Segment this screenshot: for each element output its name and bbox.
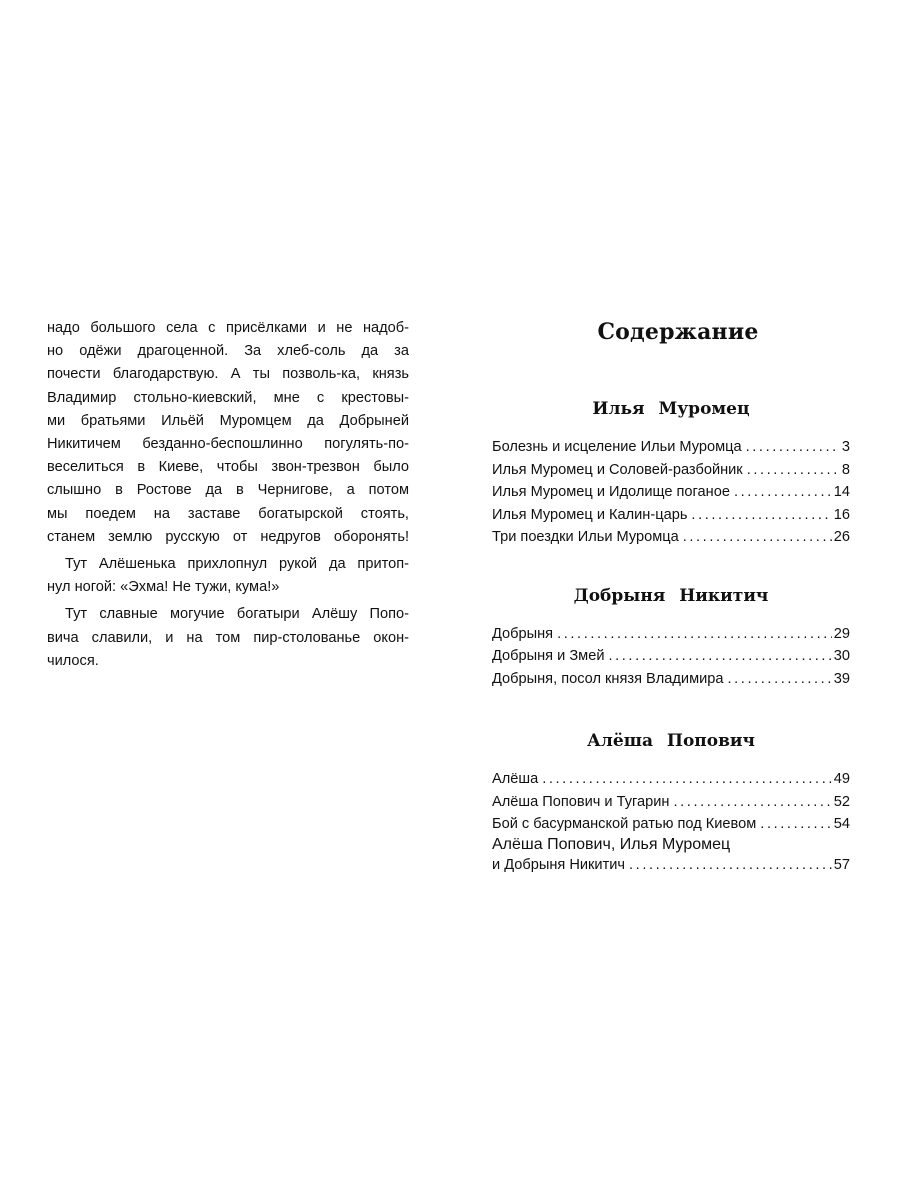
text-line: веселиться в Киеве, чтобы звон-трезвон было bbox=[47, 459, 409, 476]
dot-leader bbox=[673, 791, 831, 814]
paragraph-2 bbox=[47, 553, 409, 599]
toc-entry[interactable] bbox=[492, 504, 850, 527]
toc-entry-title: Илья Муромец и Калин-царь bbox=[492, 506, 688, 523]
text-line: Никитичем безданно-беспошлинно погулять-по- bbox=[47, 436, 409, 453]
toc-entry-title: Бой с басурманской ратью под Киевом bbox=[492, 816, 757, 832]
toc-entry[interactable] bbox=[492, 813, 850, 836]
toc-entry-page: 54 bbox=[833, 816, 850, 832]
text-line: надо большого села с присёлками и не надоб- bbox=[47, 320, 409, 336]
section-heading: Илья Муромец bbox=[592, 399, 750, 419]
toc-entry-title: Илья Муромец и Идолище поганое bbox=[492, 484, 730, 500]
toc-title: Содержание bbox=[597, 319, 759, 345]
toc-entry-title: Илья Муромец и Соловей-разбойник bbox=[492, 461, 743, 478]
section-heading: Алёша Попович bbox=[587, 731, 755, 751]
dot-leader bbox=[691, 504, 831, 527]
dot-leader bbox=[629, 854, 832, 877]
toc-entry-page: 3 bbox=[841, 439, 850, 455]
paragraph-1 bbox=[47, 317, 409, 549]
dot-leader bbox=[542, 768, 832, 791]
text-line: ми братьями Ильёй Муромцем да Добрыней bbox=[47, 412, 409, 429]
text-line: Владимир стольно-киевский, мне с крестовы- bbox=[47, 389, 409, 406]
toc-entry[interactable] bbox=[492, 768, 850, 791]
toc-entry[interactable] bbox=[492, 436, 850, 459]
text-line: чилося. bbox=[47, 652, 99, 669]
toc-entry-page: 52 bbox=[833, 793, 850, 810]
toc-section-dobrynya-nikitich bbox=[492, 583, 850, 691]
dot-leader bbox=[608, 645, 831, 668]
toc-list bbox=[492, 623, 850, 691]
dot-leader bbox=[760, 813, 831, 836]
text-line: нул ногой: «Эхма! Не тужи, кума!» bbox=[47, 579, 280, 596]
toc-entry-title: Алёша bbox=[492, 771, 539, 787]
dot-leader bbox=[746, 436, 840, 459]
dot-leader bbox=[557, 623, 832, 646]
paragraph-3 bbox=[47, 603, 409, 673]
toc-entry[interactable] bbox=[492, 459, 850, 482]
toc-entry[interactable] bbox=[492, 668, 850, 691]
dot-leader bbox=[747, 459, 840, 482]
toc-entry-page: 16 bbox=[833, 506, 850, 523]
toc-entry-title: Болезнь и исцеление Ильи Муромца bbox=[492, 439, 742, 455]
left-page-text bbox=[47, 317, 409, 673]
toc-entry-page: 26 bbox=[833, 529, 850, 545]
text-line: Тут Алёшенька прихлопнул рукой да притоп- bbox=[65, 556, 409, 573]
toc-list bbox=[492, 768, 850, 876]
toc-entry[interactable] bbox=[492, 481, 850, 504]
text-line: почести благодарствую. А ты позволь-ка, князь bbox=[47, 366, 409, 383]
toc-entry[interactable] bbox=[492, 791, 850, 814]
text-line: станем землю русскую от недругов оборонять! bbox=[47, 528, 409, 545]
toc-entry-title: Добрыня bbox=[492, 625, 554, 642]
dot-leader bbox=[728, 668, 832, 691]
toc-entry[interactable] bbox=[492, 645, 850, 668]
toc-entry-title-line1: Алёша Попович, Илья Муромец bbox=[492, 835, 731, 853]
toc-entry-multiline[interactable] bbox=[492, 836, 850, 877]
toc-entry-title: Три поездки Ильи Муромца bbox=[492, 529, 679, 545]
section-heading: Добрыня Никитич bbox=[573, 585, 769, 606]
toc-entry-title: Добрыня, посол князя Владимира bbox=[492, 670, 724, 687]
text-line: мы поедем на заставе богатырской стоять, bbox=[47, 505, 409, 522]
toc-list bbox=[492, 436, 850, 549]
toc-entry-page: 39 bbox=[833, 670, 850, 687]
toc-entry bbox=[492, 854, 850, 877]
toc-section-alyosha-popovich bbox=[492, 728, 850, 876]
toc-section-ilya-muromets bbox=[492, 396, 850, 549]
toc-entry-page: 14 bbox=[833, 484, 850, 500]
text-line: вича славили, и на том пир-столованье окон- bbox=[47, 629, 409, 646]
toc-entry-title: Добрыня и Змей bbox=[492, 648, 605, 664]
toc-entry-title: Алёша Попович и Тугарин bbox=[492, 793, 670, 810]
dot-leader bbox=[734, 481, 832, 504]
toc-entry[interactable] bbox=[492, 526, 850, 549]
table-of-contents bbox=[492, 312, 850, 876]
text-line: но одёжи драгоценной. За хлеб-соль да за bbox=[47, 343, 409, 360]
toc-entry-page: 29 bbox=[833, 625, 850, 642]
toc-entry-page: 30 bbox=[833, 648, 850, 664]
text-line: Тут славные могучие богатыри Алёшу Попо- bbox=[65, 606, 409, 623]
toc-entry-title: и Добрыня Никитич bbox=[492, 856, 626, 873]
toc-entry-page: 49 bbox=[833, 771, 850, 787]
toc-entry[interactable] bbox=[492, 623, 850, 646]
dot-leader bbox=[683, 526, 832, 549]
text-line: слышно в Ростове да в Чернигове, а потом bbox=[47, 482, 409, 499]
toc-entry-page: 8 bbox=[841, 461, 850, 478]
toc-entry-page: 57 bbox=[833, 856, 850, 873]
